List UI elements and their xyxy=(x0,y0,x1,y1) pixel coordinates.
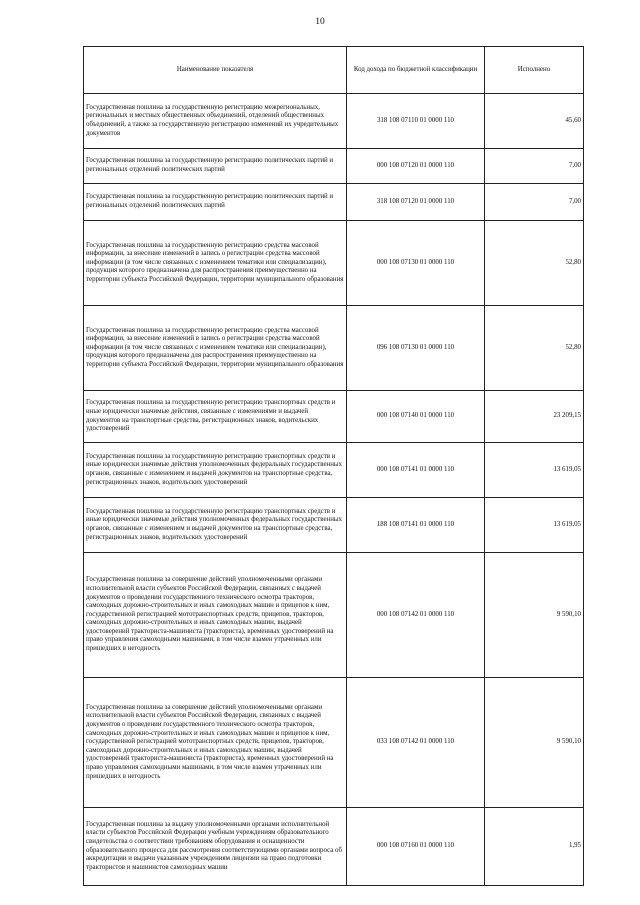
row-code: 000 108 07160 01 0000 110 xyxy=(347,808,485,886)
row-code: 000 108 07140 01 0000 110 xyxy=(347,391,485,443)
header-name: Наименование показателя xyxy=(84,47,347,94)
row-code: 318 108 07110 01 0000 110 xyxy=(347,94,485,149)
row-amount: 13 619,05 xyxy=(485,443,584,498)
row-amount: 52,80 xyxy=(485,221,584,306)
row-name: Государственная пошлина за государственную регистрацию средства массовой информации, за внесение изменений в запись о регистрации средства массовой информации (в том числе связанных с изменением тематики или специализации), продукция которого предназначена для распространения преимущественно на территории субъекта Российской Федерации, территории муниципального образования xyxy=(84,306,347,391)
table-row xyxy=(84,149,584,184)
table-header-row xyxy=(84,47,584,94)
row-name: Государственная пошлина за государственную регистрацию политических партий и региональных отделений политических партий xyxy=(84,149,347,184)
row-amount: 9 590,10 xyxy=(485,678,584,808)
row-name: Государственная пошлина за совершение действий уполномоченными органами исполнительной власти субъектов Российской Федерации, связанных с выдачей документов о проведении государственного технического осмотра тракторов, самоходных дорожно-строительных и иных самоходных машин и прицепов к ним, государственной регистрацией мототранспортных средств, прицепов, тракторов, самоходных дорожно-строительных и иных самоходных машин, выдачей удостоверений тракториста-машиниста (тракториста), временных удостоверений на право управления самоходными машинами, в том числе взамен утраченных или пришедших в негодность xyxy=(84,553,347,678)
row-amount: 45,60 xyxy=(485,94,584,149)
row-code: 000 108 07120 01 0000 110 xyxy=(347,149,485,184)
table-row xyxy=(84,553,584,678)
row-code: 188 108 07141 01 0000 110 xyxy=(347,498,485,553)
table-row xyxy=(84,498,584,553)
revenue-table xyxy=(83,46,584,886)
row-name: Государственная пошлина за государственную регистрацию транспортных средств и иные юридически значимые действия уполномоченных федеральных государственных органов, связанные с изменением и выдачей документов на транспортные средства, регистрационных знаков, водительских удостоверений xyxy=(84,498,347,553)
table-row xyxy=(84,306,584,391)
row-amount: 1,95 xyxy=(485,808,584,886)
row-amount: 13 619,05 xyxy=(485,498,584,553)
row-amount: 7,00 xyxy=(485,149,584,184)
row-name: Государственная пошлина за государственную регистрацию политических партий и региональных отделений политических партий xyxy=(84,184,347,221)
row-code: 000 108 07142 01 0000 110 xyxy=(347,553,485,678)
table-row xyxy=(84,443,584,498)
table-row xyxy=(84,678,584,808)
row-code: 000 108 07141 01 0000 110 xyxy=(347,443,485,498)
row-amount: 7,00 xyxy=(485,184,584,221)
row-name: Государственная пошлина за государственную регистрацию транспортных средств и иные юридически значимые действия уполномоченных федеральных государственных органов, связанные с изменением и выдачей документов на транспортные средства, регистрационных знаков, водительских удостоверений xyxy=(84,443,347,498)
row-amount: 52,80 xyxy=(485,306,584,391)
row-name: Государственная пошлина за государственную регистрацию транспортных средств и иные юридически значимые действия, связанные с изменениями и выдачей документов на транспортные средства, регистрационных знаков, водительских удостоверений xyxy=(84,391,347,443)
row-code: 033 108 07142 01 0000 110 xyxy=(347,678,485,808)
row-amount: 23 209,15 xyxy=(485,391,584,443)
table-row xyxy=(84,808,584,886)
table-row xyxy=(84,391,584,443)
row-code: 318 108 07120 01 0000 110 xyxy=(347,184,485,221)
row-code: 000 108 07130 01 0000 110 xyxy=(347,221,485,306)
header-executed: Исполнено xyxy=(485,47,584,94)
row-name: Государственная пошлина за совершение действий уполномоченными органами исполнительной власти субъектов Российской Федерации, связанных с выдачей документов о проведении государственного технического осмотра тракторов, самоходных дорожно-строительных и иных самоходных машин и прицепов к ним, государственной регистрацией мототранспортных средств, прицепов, тракторов, самоходных дорожно-строительных и иных самоходных машин, выдачей удостоверений тракториста-машиниста (тракториста), временных удостоверений на право управления самоходными машинами, в том числе взамен утраченных или пришедших в негодность xyxy=(84,678,347,808)
row-amount: 9 590,10 xyxy=(485,553,584,678)
header-code: Код дохода по бюджетной классификации xyxy=(347,47,485,94)
row-name: Государственная пошлина за государственную регистрацию межрегиональных, региональных и местных общественных объединений, отделений общественных объединений, а также за государственную регистрацию изменений их учредительных документов xyxy=(84,94,347,149)
row-code: 096 108 07130 01 0000 110 xyxy=(347,306,485,391)
table-row xyxy=(84,94,584,149)
table-row xyxy=(84,184,584,221)
table-row xyxy=(84,221,584,306)
page-number: 10 xyxy=(315,17,325,27)
row-name: Государственная пошлина за государственную регистрацию средства массовой информации, за внесение изменений в запись о регистрации средства массовой информации (в том числе связанных с изменением тематики или специализации), продукция которого предназначена для распространения преимущественно на территории субъекта Российской Федерации, территории муниципального образования xyxy=(84,221,347,306)
row-name: Государственная пошлина за выдачу уполномоченными органами исполнительной власти субъектов Российской Федерации учебным учреждениям образовательного свидетельства о соответствии требованиям оборудования и оснащенности образовательного процесса для рассмотрения соответствующими органами вопроса об аккредитации и выдачи указанным учреждениям лицензии на право подготовки трактористов и машинистов самоходных машин xyxy=(84,808,347,886)
